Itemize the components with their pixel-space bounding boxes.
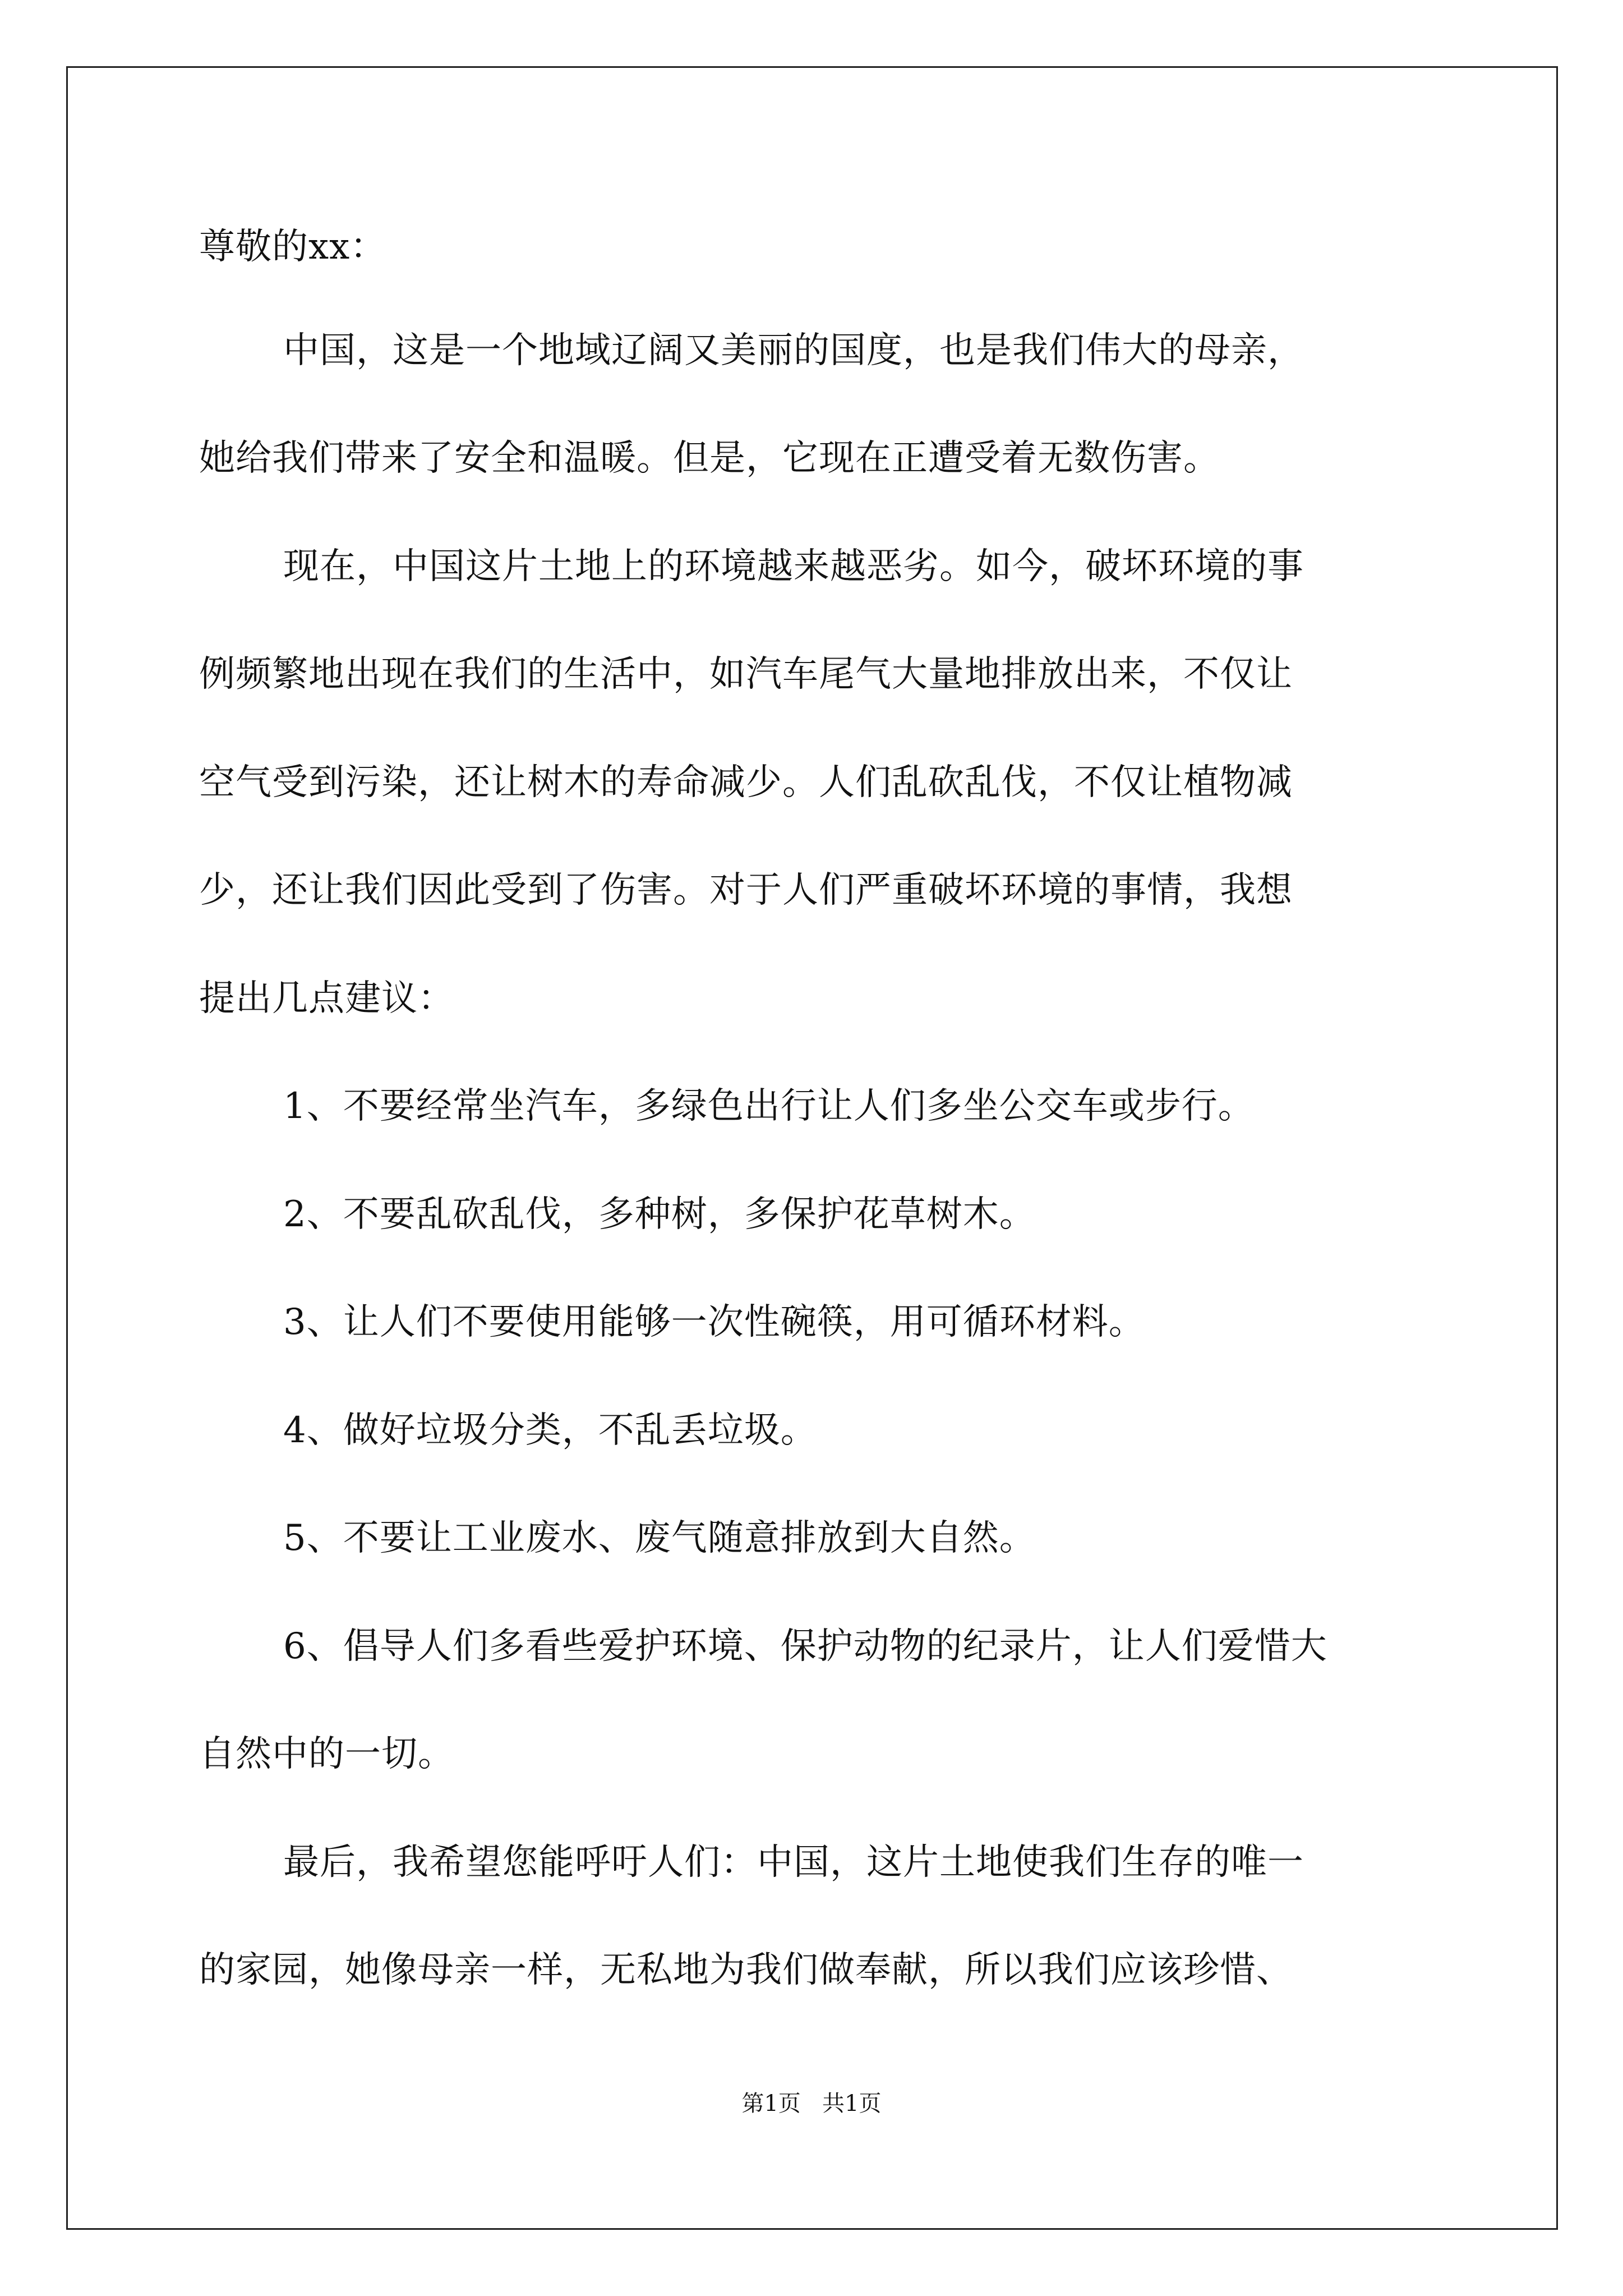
paragraph-line: 的家园，她像母亲一样，无私地为我们做奉献，所以我们应该珍惜、: [199, 1949, 1293, 1991]
suggestion-item: 4、做好垃圾分类，不乱丢垃圾。: [283, 1410, 817, 1451]
page-footer: 第1页 共1页: [741, 2091, 882, 2116]
paragraph-line: 空气受到污染，还让树木的寿命减少。人们乱砍乱伐，不仅让植物减: [199, 762, 1293, 803]
paragraph-line: 她给我们带来了安全和温暖。但是，它现在正遭受着无数伤害。: [199, 438, 1220, 479]
paragraph-line: 最后，我希望您能呼吁人们：中国，这片土地使我们生存的唯一: [283, 1842, 1304, 1883]
suggestion-item: 5、不要让工业废水、废气随意排放到大自然。: [283, 1517, 1036, 1559]
suggestion-item: 1、不要经常坐汽车，多绿色出行让人们多坐公交车或步行。: [283, 1085, 1255, 1127]
suggestion-item: 3、让人们不要使用能够一次性碗筷，用可循环材料。: [283, 1301, 1145, 1343]
paragraph-line: 中国，这是一个地域辽阔又美丽的国度，也是我们伟大的母亲，: [283, 330, 1304, 371]
paragraph-line: 提出几点建议：: [199, 978, 454, 1019]
page-border: [66, 66, 1558, 2230]
salutation: 尊敬的xx：: [199, 226, 387, 268]
paragraph-line: 自然中的一切。: [199, 1733, 454, 1775]
paragraph-line: 现在，中国这片土地上的环境越来越恶劣。如今，破坏环境的事: [283, 546, 1304, 587]
suggestion-item: 2、不要乱砍乱伐，多种树，多保护花草树木。: [283, 1194, 1036, 1235]
suggestion-item: 6、倡导人们多看些爱护环境、保护动物的纪录片，让人们爱惜大: [283, 1626, 1327, 1667]
paragraph-line: 少，还让我们因此受到了伤害。对于人们严重破坏环境的事情，我想: [199, 869, 1293, 911]
paragraph-line: 例频繁地出现在我们的生活中，如汽车尾气大量地排放出来，不仅让: [199, 654, 1293, 695]
